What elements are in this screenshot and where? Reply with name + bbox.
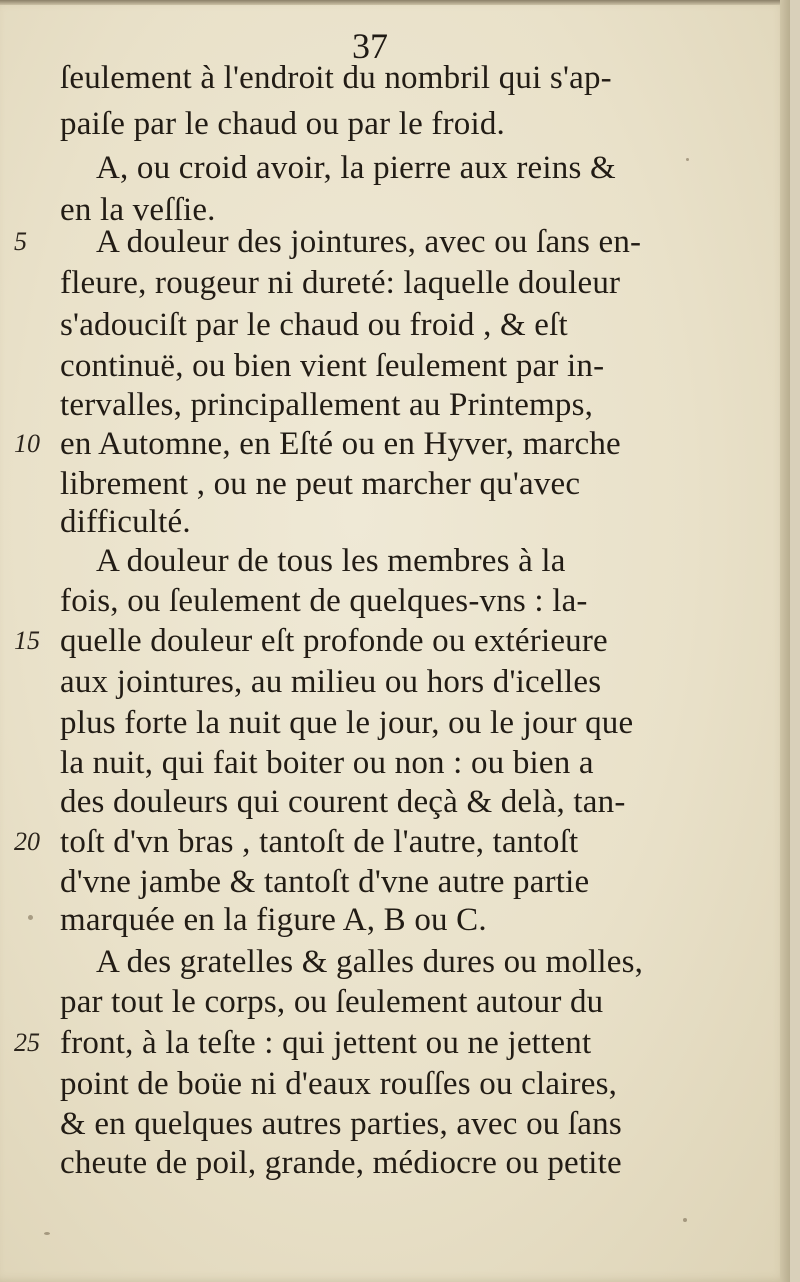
- text-line: par tout le corps, ou ſeulement autour du: [60, 984, 604, 1020]
- text-line: la nuit, qui fait boiter ou non : ou bien a: [60, 745, 594, 781]
- line-number: 5: [14, 227, 27, 256]
- line-number: 25: [14, 1028, 40, 1057]
- text-line: tervalles, principallement au Printemps,: [60, 387, 594, 423]
- text-line: fleure, rougeur ni dureté: laquelle douleur: [60, 265, 621, 301]
- page-number: 37: [352, 26, 388, 66]
- text-line: toſt d'vn bras , tantoſt de l'autre, tantoſt: [60, 824, 579, 860]
- page-edge-shadow: [780, 0, 790, 1282]
- text-line: A douleur des jointures, avec ou ſans en-: [96, 224, 642, 260]
- top-edge: [0, 0, 790, 5]
- paper-speck: [28, 915, 33, 920]
- line-number: 10: [14, 429, 40, 458]
- text-line: A des gratelles & galles dures ou molles,: [96, 944, 644, 980]
- paper-speck: [686, 158, 689, 161]
- text-line: aux jointures, au milieu ou hors d'icelles: [60, 664, 602, 700]
- paper-speck: [44, 1232, 50, 1235]
- text-line: paiſe par le chaud ou par le froid.: [60, 106, 505, 142]
- text-line: en Automne, en Eſté ou en Hyver, marche: [60, 426, 621, 462]
- text-line: & en quelques autres parties, avec ou ſans: [60, 1106, 622, 1142]
- text-line: A douleur de tous les membres à la: [96, 543, 566, 579]
- text-line: plus forte la nuit que le jour, ou le jour que: [60, 705, 634, 741]
- text-line: point de boüe ni d'eaux rouſſes ou claires,: [60, 1066, 618, 1102]
- text-line: librement , ou ne peut marcher qu'avec: [60, 466, 581, 502]
- text-line: front, à la teſte : qui jettent ou ne jettent: [60, 1025, 592, 1061]
- line-number: 20: [14, 827, 40, 856]
- line-number: 15: [14, 626, 40, 655]
- text-line: s'adouciſt par le chaud ou froid , & eſt: [60, 307, 568, 343]
- text-line: A, ou croid avoir, la pierre aux reins &: [96, 150, 616, 186]
- text-line: marquée en la figure A, B ou C.: [60, 902, 487, 938]
- text-line: ſeulement à l'endroit du nombril qui s'ap-: [60, 60, 612, 96]
- paper-speck: [683, 1218, 687, 1222]
- text-line: difficulté.: [60, 504, 191, 540]
- text-line: en la veſſie.: [60, 192, 216, 228]
- text-line: quelle douleur eſt profonde ou extérieure: [60, 623, 608, 659]
- text-line: cheute de poil, grande, médiocre ou petite: [60, 1145, 622, 1181]
- text-line: fois, ou ſeulement de quelques-vns : la-: [60, 583, 588, 619]
- text-line: d'vne jambe & tantoſt d'vne autre partie: [60, 864, 590, 900]
- text-line: des douleurs qui courent deçà & delà, tan-: [60, 784, 626, 820]
- text-line: continuë, ou bien vient ſeulement par in-: [60, 348, 605, 384]
